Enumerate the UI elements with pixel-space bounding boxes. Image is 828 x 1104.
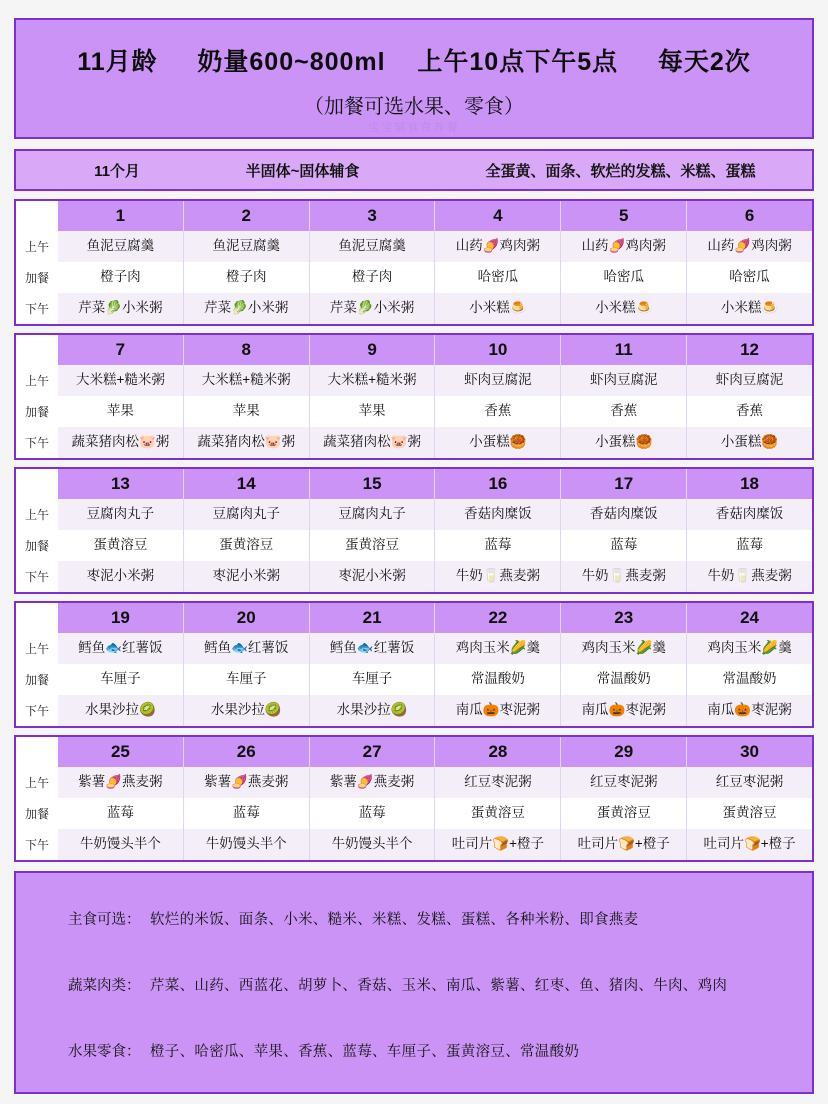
day-number: 1	[58, 201, 183, 231]
meal-snack: 橙子肉	[310, 262, 435, 293]
meal-morning: 鱼泥豆腐羹	[184, 231, 309, 262]
meal-snack: 苹果	[310, 396, 435, 427]
day-column[interactable]	[309, 737, 435, 860]
footer-notes	[14, 871, 814, 1094]
row-label-column	[16, 201, 58, 324]
colhead-month: 11个月	[94, 162, 140, 180]
banner-feed-frequency: 每天2次	[657, 48, 751, 76]
row-label-afternoon: 下午	[24, 570, 49, 584]
meal-morning: 豆腐肉丸子	[58, 499, 183, 530]
day-column[interactable]	[309, 469, 435, 592]
row-label-morning: 上午	[24, 240, 49, 254]
day-column[interactable]	[686, 469, 812, 592]
day-number: 29	[561, 737, 686, 767]
meal-snack: 蓝莓	[58, 798, 183, 829]
meal-morning: 山药🍠鸡肉粥	[561, 231, 686, 262]
day-number: 6	[687, 201, 812, 231]
meal-afternoon: 芹菜🥬小米粥	[184, 293, 309, 324]
day-number: 13	[58, 469, 183, 499]
day-column[interactable]	[183, 737, 309, 860]
day-columns	[58, 603, 812, 726]
meal-afternoon: 芹菜🥬小米粥	[58, 293, 183, 324]
day-column[interactable]	[58, 469, 183, 592]
day-columns	[58, 201, 812, 324]
row-label-column	[16, 335, 58, 458]
meal-afternoon: 牛奶馒头半个	[58, 829, 183, 860]
meal-morning: 大米糕+糙米粥	[184, 365, 309, 396]
day-column[interactable]	[686, 335, 812, 458]
banner-milk-amount: 奶量600~800ml	[197, 48, 386, 76]
watermark-text: 宝宝辅食营养餐	[368, 122, 460, 134]
day-number: 25	[58, 737, 183, 767]
meal-afternoon: 蔬菜猪肉松🐷粥	[58, 427, 183, 458]
day-column[interactable]	[183, 335, 309, 458]
day-number: 19	[58, 603, 183, 633]
meal-snack: 常温酸奶	[435, 664, 560, 695]
day-columns	[58, 737, 812, 860]
day-number: 18	[687, 469, 812, 499]
meal-morning: 虾肉豆腐泥	[687, 365, 812, 396]
day-column[interactable]	[434, 603, 560, 726]
meal-morning: 紫薯🍠燕麦粥	[184, 767, 309, 798]
day-column[interactable]	[58, 603, 183, 726]
day-number: 10	[435, 335, 560, 365]
row-label-morning: 上午	[24, 374, 49, 388]
colhead-texture: 半固体~固体辅食	[245, 162, 360, 180]
day-number: 12	[687, 335, 812, 365]
row-label-morning: 上午	[24, 508, 49, 522]
day-column[interactable]	[560, 737, 686, 860]
meal-morning: 鸡肉玉米🌽羹	[561, 633, 686, 664]
row-label-snack: 加餐	[24, 271, 49, 285]
meal-snack: 香蕉	[561, 396, 686, 427]
footer-note-label: 主食可选：	[68, 911, 141, 928]
meal-afternoon: 小蛋糕🥮	[687, 427, 812, 458]
day-number: 8	[184, 335, 309, 365]
meal-morning: 红豆枣泥粥	[561, 767, 686, 798]
meal-snack: 蛋黄溶豆	[561, 798, 686, 829]
meal-snack: 哈密瓜	[561, 262, 686, 293]
meal-afternoon: 吐司片🍞+橙子	[435, 829, 560, 860]
meal-afternoon: 水果沙拉🥝	[310, 695, 435, 726]
day-column[interactable]	[560, 469, 686, 592]
meal-snack: 哈密瓜	[435, 262, 560, 293]
meal-afternoon: 枣泥小米粥	[58, 561, 183, 592]
day-column[interactable]	[560, 201, 686, 324]
meal-snack: 蛋黄溶豆	[687, 798, 812, 829]
day-number: 22	[435, 603, 560, 633]
meal-afternoon: 芹菜🥬小米粥	[310, 293, 435, 324]
day-column[interactable]	[183, 201, 309, 324]
meal-afternoon: 蔬菜猪肉松🐷粥	[310, 427, 435, 458]
meal-snack: 蓝莓	[687, 530, 812, 561]
meal-morning: 大米糕+糙米粥	[58, 365, 183, 396]
day-number: 28	[435, 737, 560, 767]
footer-note-value: 橙子、哈密瓜、苹果、香蕉、蓝莓、车厘子、蛋黄溶豆、常温酸奶	[150, 1044, 580, 1061]
meal-snack: 车厘子	[310, 664, 435, 695]
meal-morning: 虾肉豆腐泥	[435, 365, 560, 396]
day-column[interactable]	[309, 335, 435, 458]
day-number: 15	[310, 469, 435, 499]
meal-morning: 山药🍠鸡肉粥	[435, 231, 560, 262]
day-number: 17	[561, 469, 686, 499]
calendar-body	[14, 199, 814, 862]
meal-afternoon: 南瓜🎃枣泥粥	[435, 695, 560, 726]
footer-note-row	[16, 905, 812, 932]
day-column[interactable]	[58, 335, 183, 458]
meal-afternoon: 小蛋糕🥮	[561, 427, 686, 458]
banner-feed-time: 上午10点下午5点	[417, 48, 619, 76]
day-columns	[58, 335, 812, 458]
meal-snack: 蓝莓	[561, 530, 686, 561]
meal-snack: 车厘子	[184, 664, 309, 695]
meal-snack: 蛋黄溶豆	[435, 798, 560, 829]
meal-snack: 蛋黄溶豆	[58, 530, 183, 561]
meal-afternoon: 牛奶馒头半个	[184, 829, 309, 860]
row-label-column	[16, 737, 58, 860]
day-column[interactable]	[58, 201, 183, 324]
row-label-snack: 加餐	[24, 539, 49, 553]
meal-afternoon: 牛奶馒头半个	[310, 829, 435, 860]
meal-afternoon: 牛奶🥛燕麦粥	[687, 561, 812, 592]
day-number: 21	[310, 603, 435, 633]
day-column[interactable]	[309, 201, 435, 324]
meal-morning: 鸡肉玉米🌽羹	[687, 633, 812, 664]
day-column[interactable]	[183, 603, 309, 726]
row-label-afternoon: 下午	[24, 704, 49, 718]
meal-afternoon: 小米糕🍮	[435, 293, 560, 324]
day-number: 5	[561, 201, 686, 231]
day-number: 23	[561, 603, 686, 633]
meal-afternoon: 吐司片🍞+橙子	[687, 829, 812, 860]
meal-afternoon: 小蛋糕🥮	[435, 427, 560, 458]
day-column[interactable]	[434, 737, 560, 860]
day-number: 11	[561, 335, 686, 365]
meal-snack: 香蕉	[687, 396, 812, 427]
week-block	[14, 735, 814, 862]
meal-snack: 车厘子	[58, 664, 183, 695]
meal-morning: 鳕鱼🐟红薯饭	[184, 633, 309, 664]
meal-snack: 橙子肉	[58, 262, 183, 293]
meal-afternoon: 水果沙拉🥝	[58, 695, 183, 726]
day-number: 26	[184, 737, 309, 767]
meal-afternoon: 牛奶🥛燕麦粥	[435, 561, 560, 592]
day-column[interactable]	[560, 603, 686, 726]
meal-snack: 香蕉	[435, 396, 560, 427]
meal-afternoon: 枣泥小米粥	[310, 561, 435, 592]
meal-afternoon: 水果沙拉🥝	[184, 695, 309, 726]
day-number: 24	[687, 603, 812, 633]
day-number: 30	[687, 737, 812, 767]
meal-morning: 鸡肉玉米🌽羹	[435, 633, 560, 664]
meal-afternoon: 吐司片🍞+橙子	[561, 829, 686, 860]
day-column[interactable]	[560, 335, 686, 458]
meal-morning: 鱼泥豆腐羹	[58, 231, 183, 262]
meal-morning: 香菇肉糜饭	[561, 499, 686, 530]
row-label-afternoon: 下午	[24, 436, 49, 450]
meal-morning: 红豆枣泥粥	[435, 767, 560, 798]
day-number: 27	[310, 737, 435, 767]
meal-morning: 豆腐肉丸子	[184, 499, 309, 530]
meal-snack: 常温酸奶	[687, 664, 812, 695]
week-block	[14, 333, 814, 460]
meal-afternoon: 枣泥小米粥	[184, 561, 309, 592]
meal-morning: 紫薯🍠燕麦粥	[58, 767, 183, 798]
row-label-column	[16, 469, 58, 592]
row-label-afternoon: 下午	[24, 302, 49, 316]
meal-morning: 豆腐肉丸子	[310, 499, 435, 530]
day-number: 14	[184, 469, 309, 499]
day-column[interactable]	[686, 201, 812, 324]
header-banner	[14, 18, 814, 139]
column-header-row	[14, 149, 814, 191]
footer-note-label: 水果零食：	[68, 1044, 141, 1061]
meal-snack: 苹果	[58, 396, 183, 427]
meal-morning: 山药🍠鸡肉粥	[687, 231, 812, 262]
day-column[interactable]	[58, 737, 183, 860]
meal-afternoon: 蔬菜猪肉松🐷粥	[184, 427, 309, 458]
meal-afternoon: 牛奶🥛燕麦粥	[561, 561, 686, 592]
day-column[interactable]	[309, 603, 435, 726]
day-column[interactable]	[434, 335, 560, 458]
meal-snack: 蓝莓	[435, 530, 560, 561]
row-label-snack: 加餐	[24, 405, 49, 419]
meal-snack: 橙子肉	[184, 262, 309, 293]
day-column[interactable]	[183, 469, 309, 592]
day-column[interactable]	[434, 201, 560, 324]
day-columns	[58, 469, 812, 592]
week-block	[14, 467, 814, 594]
footer-note-row	[16, 971, 812, 998]
footer-note-value: 软烂的米饭、面条、小米、糙米、米糕、发糕、蛋糕、各种米粉、即食燕麦	[150, 911, 639, 928]
colhead-foods: 全蛋黄、面条、软烂的发糕、米糕、蛋糕	[485, 162, 756, 180]
meal-morning: 大米糕+糙米粥	[310, 365, 435, 396]
footer-note-label: 蔬菜肉类：	[68, 977, 141, 994]
meal-morning: 红豆枣泥粥	[687, 767, 812, 798]
day-number: 16	[435, 469, 560, 499]
footer-note-value: 芹菜、山药、西蓝花、胡萝卜、香菇、玉米、南瓜、紫薯、红枣、鱼、猪肉、牛肉、鸡肉	[150, 977, 728, 994]
banner-subtitle: （加餐可选水果、零食）	[304, 96, 524, 118]
day-number: 7	[58, 335, 183, 365]
day-number: 4	[435, 201, 560, 231]
banner-age: 11月龄	[77, 48, 158, 76]
day-number: 20	[184, 603, 309, 633]
day-column[interactable]	[434, 469, 560, 592]
meal-snack: 蓝莓	[184, 798, 309, 829]
week-block	[14, 199, 814, 326]
day-number: 9	[310, 335, 435, 365]
footer-note-row	[16, 1037, 812, 1064]
meal-afternoon: 小米糕🍮	[687, 293, 812, 324]
meal-snack: 蓝莓	[310, 798, 435, 829]
meal-morning: 虾肉豆腐泥	[561, 365, 686, 396]
row-label-column	[16, 603, 58, 726]
meal-morning: 鱼泥豆腐羹	[310, 231, 435, 262]
day-number: 3	[310, 201, 435, 231]
meal-snack: 苹果	[184, 396, 309, 427]
day-column[interactable]	[686, 603, 812, 726]
week-block	[14, 601, 814, 728]
meal-snack: 常温酸奶	[561, 664, 686, 695]
meal-morning: 香菇肉糜饭	[435, 499, 560, 530]
banner-title-line	[26, 42, 802, 78]
meal-morning: 香菇肉糜饭	[687, 499, 812, 530]
row-label-morning: 上午	[24, 642, 49, 656]
row-label-snack: 加餐	[24, 807, 49, 821]
day-column[interactable]	[686, 737, 812, 860]
meal-morning: 紫薯🍠燕麦粥	[310, 767, 435, 798]
meal-snack: 蛋黄溶豆	[184, 530, 309, 561]
meal-afternoon: 南瓜🎃枣泥粥	[561, 695, 686, 726]
day-number: 2	[184, 201, 309, 231]
meal-morning: 鳕鱼🐟红薯饭	[310, 633, 435, 664]
row-label-afternoon: 下午	[24, 838, 49, 852]
row-label-snack: 加餐	[24, 673, 49, 687]
meal-snack: 蛋黄溶豆	[310, 530, 435, 561]
meal-morning: 鳕鱼🐟红薯饭	[58, 633, 183, 664]
meal-afternoon: 南瓜🎃枣泥粥	[687, 695, 812, 726]
row-label-morning: 上午	[24, 776, 49, 790]
meal-snack: 哈密瓜	[687, 262, 812, 293]
meal-afternoon: 小米糕🍮	[561, 293, 686, 324]
